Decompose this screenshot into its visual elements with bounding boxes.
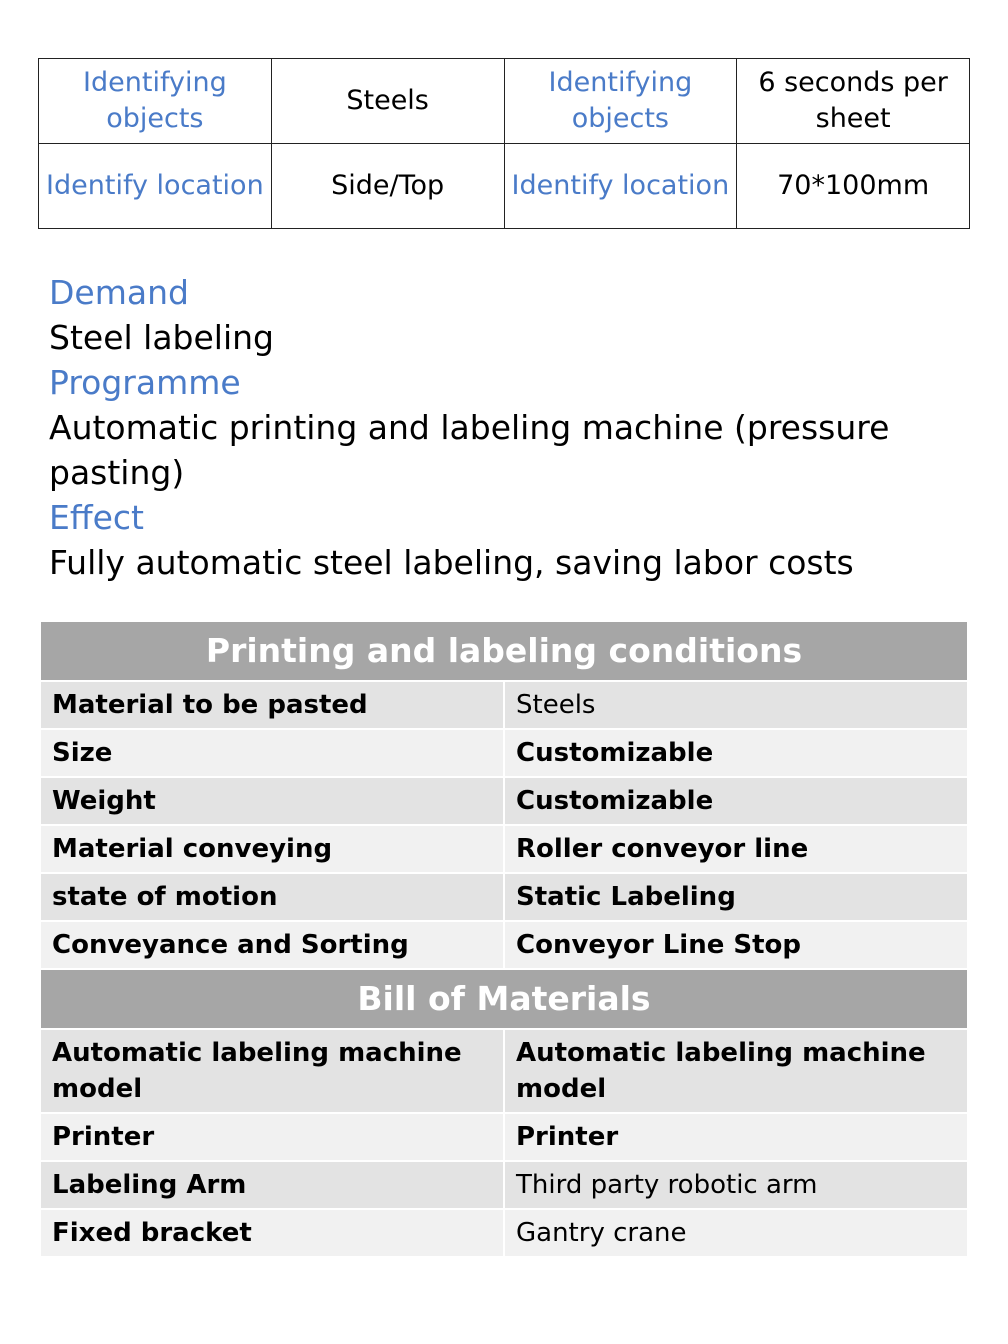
table-row [40,825,968,873]
table-row [40,729,968,777]
value-cell: 6 seconds per sheet [737,59,970,144]
condition-value: Roller conveyor line [504,825,968,873]
effect-text: Fully automatic steel labeling, saving labor costs [49,543,854,582]
table-row [40,681,968,729]
condition-value: Static Labeling [504,873,968,921]
bom-label: Labeling Arm [40,1161,504,1209]
programme-heading: Programme [49,363,241,402]
specification-table [39,620,969,1258]
condition-label: Size [40,729,504,777]
table-row [40,777,968,825]
programme-text: Automatic printing and labeling machine (pressure pasting) [49,408,890,492]
bom-title: Bill of Materials [40,969,968,1029]
bom-value: Third party robotic arm [504,1161,968,1209]
conditions-header-row [40,621,968,681]
identification-table [38,58,970,229]
demand-heading: Demand [49,273,189,312]
conditions-title: Printing and labeling conditions [40,621,968,681]
label-cell: Identifying objects [39,59,272,144]
table-row [40,873,968,921]
condition-value: Conveyor Line Stop [504,921,968,969]
label-cell: Identify location [504,144,737,229]
condition-label: Material conveying [40,825,504,873]
table-row [40,1113,968,1161]
effect-heading: Effect [49,498,144,537]
bom-label: Fixed bracket [40,1209,504,1257]
value-cell: 70*100mm [737,144,970,229]
bom-value: Printer [504,1113,968,1161]
project-info [49,270,979,585]
value-cell: Steels [271,59,504,144]
condition-value: Customizable [504,729,968,777]
table-row [40,1209,968,1257]
bom-header-row [40,969,968,1029]
bom-value: Gantry crane [504,1209,968,1257]
label-cell: Identify location [39,144,272,229]
condition-label: Material to be pasted [40,681,504,729]
table-row [40,921,968,969]
bom-label: Automatic labeling machine model [40,1029,504,1113]
condition-value: Customizable [504,777,968,825]
bom-label: Printer [40,1113,504,1161]
demand-text: Steel labeling [49,318,274,357]
table-row [40,1029,968,1113]
label-cell: Identifying objects [504,59,737,144]
condition-label: Weight [40,777,504,825]
table-row [39,144,970,229]
condition-label: Conveyance and Sorting [40,921,504,969]
value-cell: Side/Top [271,144,504,229]
table-row [39,59,970,144]
bom-value: Automatic labeling machine model [504,1029,968,1113]
condition-label: state of motion [40,873,504,921]
table-row [40,1161,968,1209]
condition-value: Steels [504,681,968,729]
